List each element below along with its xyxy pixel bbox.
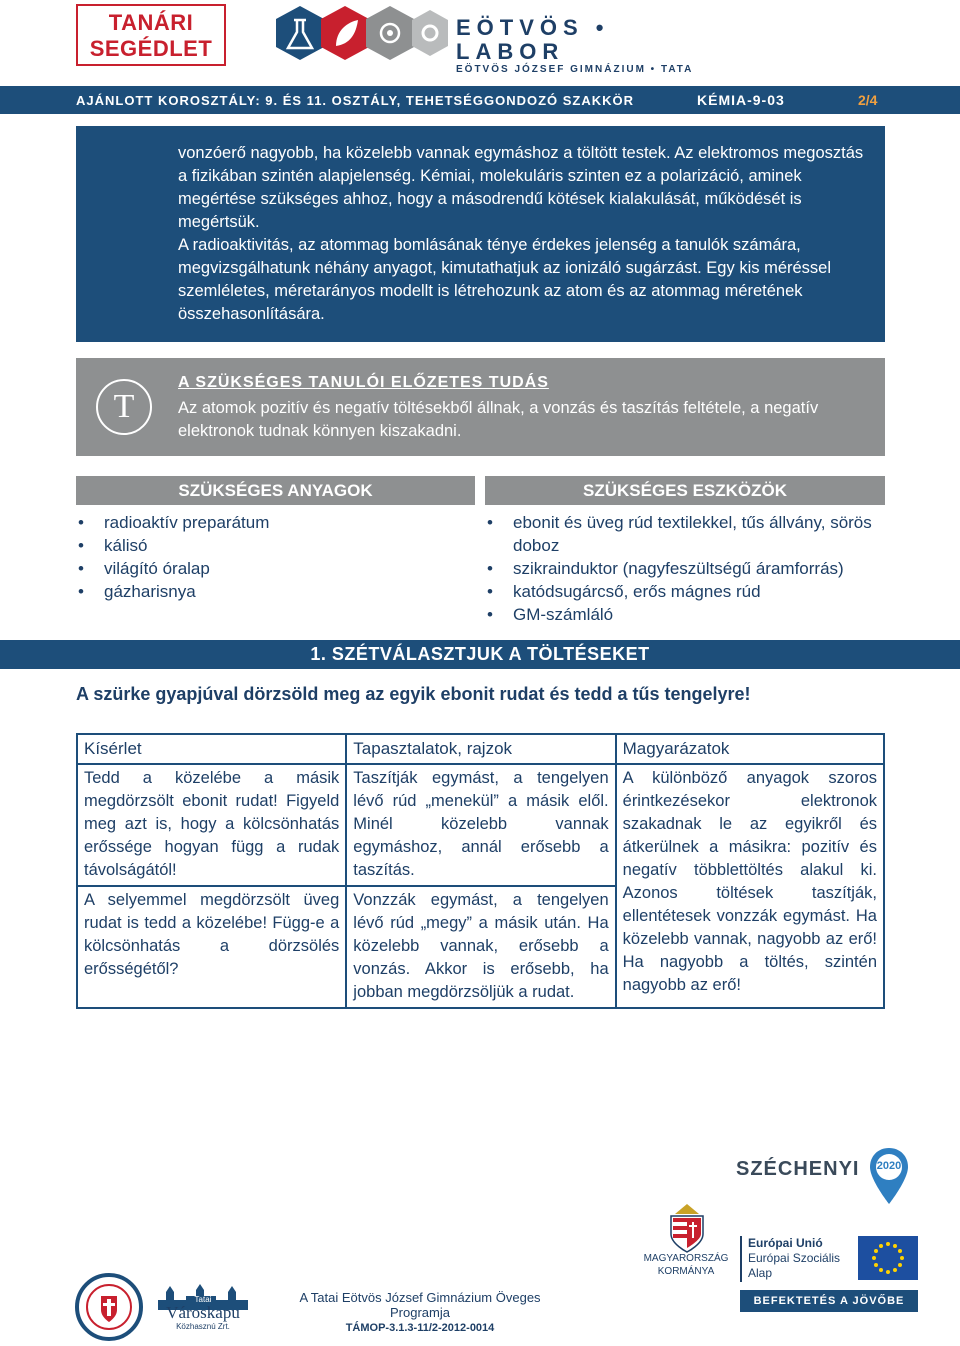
- varoskapu-subtitle: Közhasznú Zrt.: [176, 1322, 230, 1331]
- materials-item: • gázharisnya: [76, 580, 456, 603]
- materials-list: [76, 511, 456, 603]
- observation-cell: Taszítják egymást, a tengelyen lévő rúd „menekül” a másik elől. Minél közelebb vannak egymáshoz, annál erősebb a taszítás.: [346, 764, 615, 886]
- brand-subtitle: EÖTVÖS JÓZSEF GIMNÁZIUM • TATA: [456, 64, 694, 75]
- materials-heading: SZÜKSÉGES ANYAGOK: [76, 476, 475, 505]
- government-logo: [636, 1252, 736, 1278]
- worksheet-code: KÉMIA-9-03: [697, 92, 785, 108]
- intro-paragraph-1: vonzóerő nagyobb, ha közelebb vannak egymáshoz a töltött testek. Az elektromos megosztás a fizikában szintén alapjelenség. Kémiai, molekuláris szinten ez a polarizáció, aminek megértése szükséges ahhoz, hogy a másodrendű kötések kialakulását, működését is megértsük.: [178, 144, 864, 231]
- page-number: 2/4: [858, 92, 878, 108]
- invest-in-future-banner: BEFEKTETÉS A JÖVŐBE: [740, 1290, 918, 1312]
- gear-hex-icon: [412, 10, 448, 56]
- eu-line-3: Alap: [748, 1266, 773, 1280]
- tools-item: • GM-számláló: [485, 603, 890, 626]
- eu-line-1: Európai Unió: [748, 1236, 823, 1250]
- eu-line-2: Európai Szociális: [748, 1251, 841, 1265]
- explanation-cell: A különböző anyagok szoros érintkezésekor elektronok szakadnak le az egyikről és átkerülnek a másikra: pozitív és negatív többlettöltés alakul ki. Azonos töltések taszítják, ellentétesek vonzzák egymást. Ha közelebb vannak, nagyobb az erő! Ha nagyobb a töltés, szintén nagyobb az erő!: [616, 764, 884, 1008]
- varoskapu-logo: [156, 1296, 250, 1331]
- table-header-row: [77, 734, 884, 764]
- project-code: TÁMOP-3.1.3-11/2-2012-0014: [345, 1322, 495, 1334]
- intro-box: [76, 126, 885, 342]
- eu-text-block: [748, 1236, 853, 1281]
- szechenyi-text: SZÉCHENYI: [736, 1158, 860, 1180]
- eu-logo: [740, 1234, 920, 1294]
- prior-knowledge-letter-icon: T: [96, 379, 152, 435]
- varoskapu-small: Tatai: [194, 1295, 212, 1304]
- intro-paragraph-2: A radioaktivitás, az atommag bomlásának ténye érdekes jelenség a tanulók számára, megvizsgálhatunk néhány anyagot, kimutathatjuk az ionizáló sugárzást. Egy kis méréssel szemléletes, méretarányos modellt is létrehozunk az atom és az atommag méretének összehasonlítására.: [178, 236, 832, 323]
- observation-cell: Vonzzák egymást, a tengelyen lévő rúd „megy” a másik után. Ha közelebb vannak, erősebb a vonzás. Akkor is erősebb, ha jobban megdörzsöljük a rudat.: [346, 886, 615, 1008]
- lab-logo-hexagons: [270, 4, 448, 64]
- eu-divider: [740, 1236, 742, 1282]
- recommended-age: AJÁNLOTT KOROSZTÁLY: 9. ÉS 11. OSZTÁLY, TEHETSÉGGONDOZÓ SZAKKÖR: [76, 93, 635, 108]
- header-observations: Tapasztalatok, rajzok: [346, 734, 615, 764]
- prior-knowledge-box: [76, 358, 885, 456]
- school-crest-logo: [74, 1272, 144, 1342]
- table-row: [77, 764, 884, 886]
- section-instruction: A szürke gyapjúval dörzsöld meg az egyik ebonit rudat és tedd a tűs tengelyre!: [76, 684, 751, 704]
- top-info-bar: [0, 86, 960, 114]
- section-title: 1. SZÉTVÁLASZTJUK A TÖLTÉSEKET: [0, 640, 960, 669]
- teacher-guide-stamp: [76, 4, 226, 66]
- hungarian-coat-of-arms-icon: [665, 1200, 709, 1254]
- header-experiment: Kísérlet: [77, 734, 346, 764]
- szechenyi-year: 2020: [876, 1160, 902, 1172]
- brand-title: EÖTVÖS • LABOR: [456, 15, 610, 64]
- tools-item: • ebonit és üveg rúd textilekkel, tűs állvány, sörös doboz: [485, 511, 890, 557]
- stamp-line-2: SEGÉDLET: [89, 36, 213, 61]
- gov-line-1: MAGYARORSZÁG: [643, 1253, 729, 1264]
- header-explanations: Magyarázatok: [616, 734, 884, 764]
- tools-list: [485, 511, 890, 626]
- prior-knowledge-title: A SZÜKSÉGES TANULÓI ELŐZETES TUDÁS: [178, 374, 549, 391]
- materials-item: • világító óralap: [76, 557, 456, 580]
- varoskapu-name: Városkapu: [166, 1303, 240, 1322]
- map-pin-icon: [866, 1146, 912, 1206]
- materials-item: • radioaktív preparátum: [76, 511, 456, 534]
- brand-block: [456, 16, 696, 75]
- eu-flag-icon: [858, 1236, 918, 1280]
- stamp-line-1: TANÁRI: [108, 10, 194, 35]
- experiment-cell: Tedd a közelébe a másik megdörzsölt ebonit rudat! Figyeld meg azt is, hogy a kölcsönhatás erőssége hogyan függ a rudak távolságától!: [77, 764, 346, 886]
- experiment-table: [76, 733, 885, 1009]
- footer-program: [270, 1290, 570, 1334]
- tools-item: • katódsugárcső, erős mágnes rúd: [485, 580, 890, 603]
- tools-item: • szikrainduktor (nagyfeszültségű áramforrás): [485, 557, 890, 580]
- program-name: A Tatai Eötvös József Gimnázium Öveges Programja: [299, 1290, 541, 1320]
- experiment-cell: A selyemmel megdörzsölt üveg rudat is tedd a közelébe! Függ-e a kölcsönhatás a dörzsölés erősségétől?: [77, 886, 346, 1008]
- tools-heading: SZÜKSÉGES ESZKÖZÖK: [485, 476, 885, 505]
- prior-knowledge-text: Az atomok pozitív és negatív töltésekből állnak, a vonzás és taszítás feltétele, a negatív elektronok tudnak könnyen kiszakadni.: [178, 399, 819, 440]
- flask-hex-icon: [276, 6, 324, 60]
- materials-item: • kálisó: [76, 534, 456, 557]
- gov-line-2: KORMÁNYA: [657, 1266, 715, 1277]
- szechenyi-2020-logo: [736, 1146, 916, 1206]
